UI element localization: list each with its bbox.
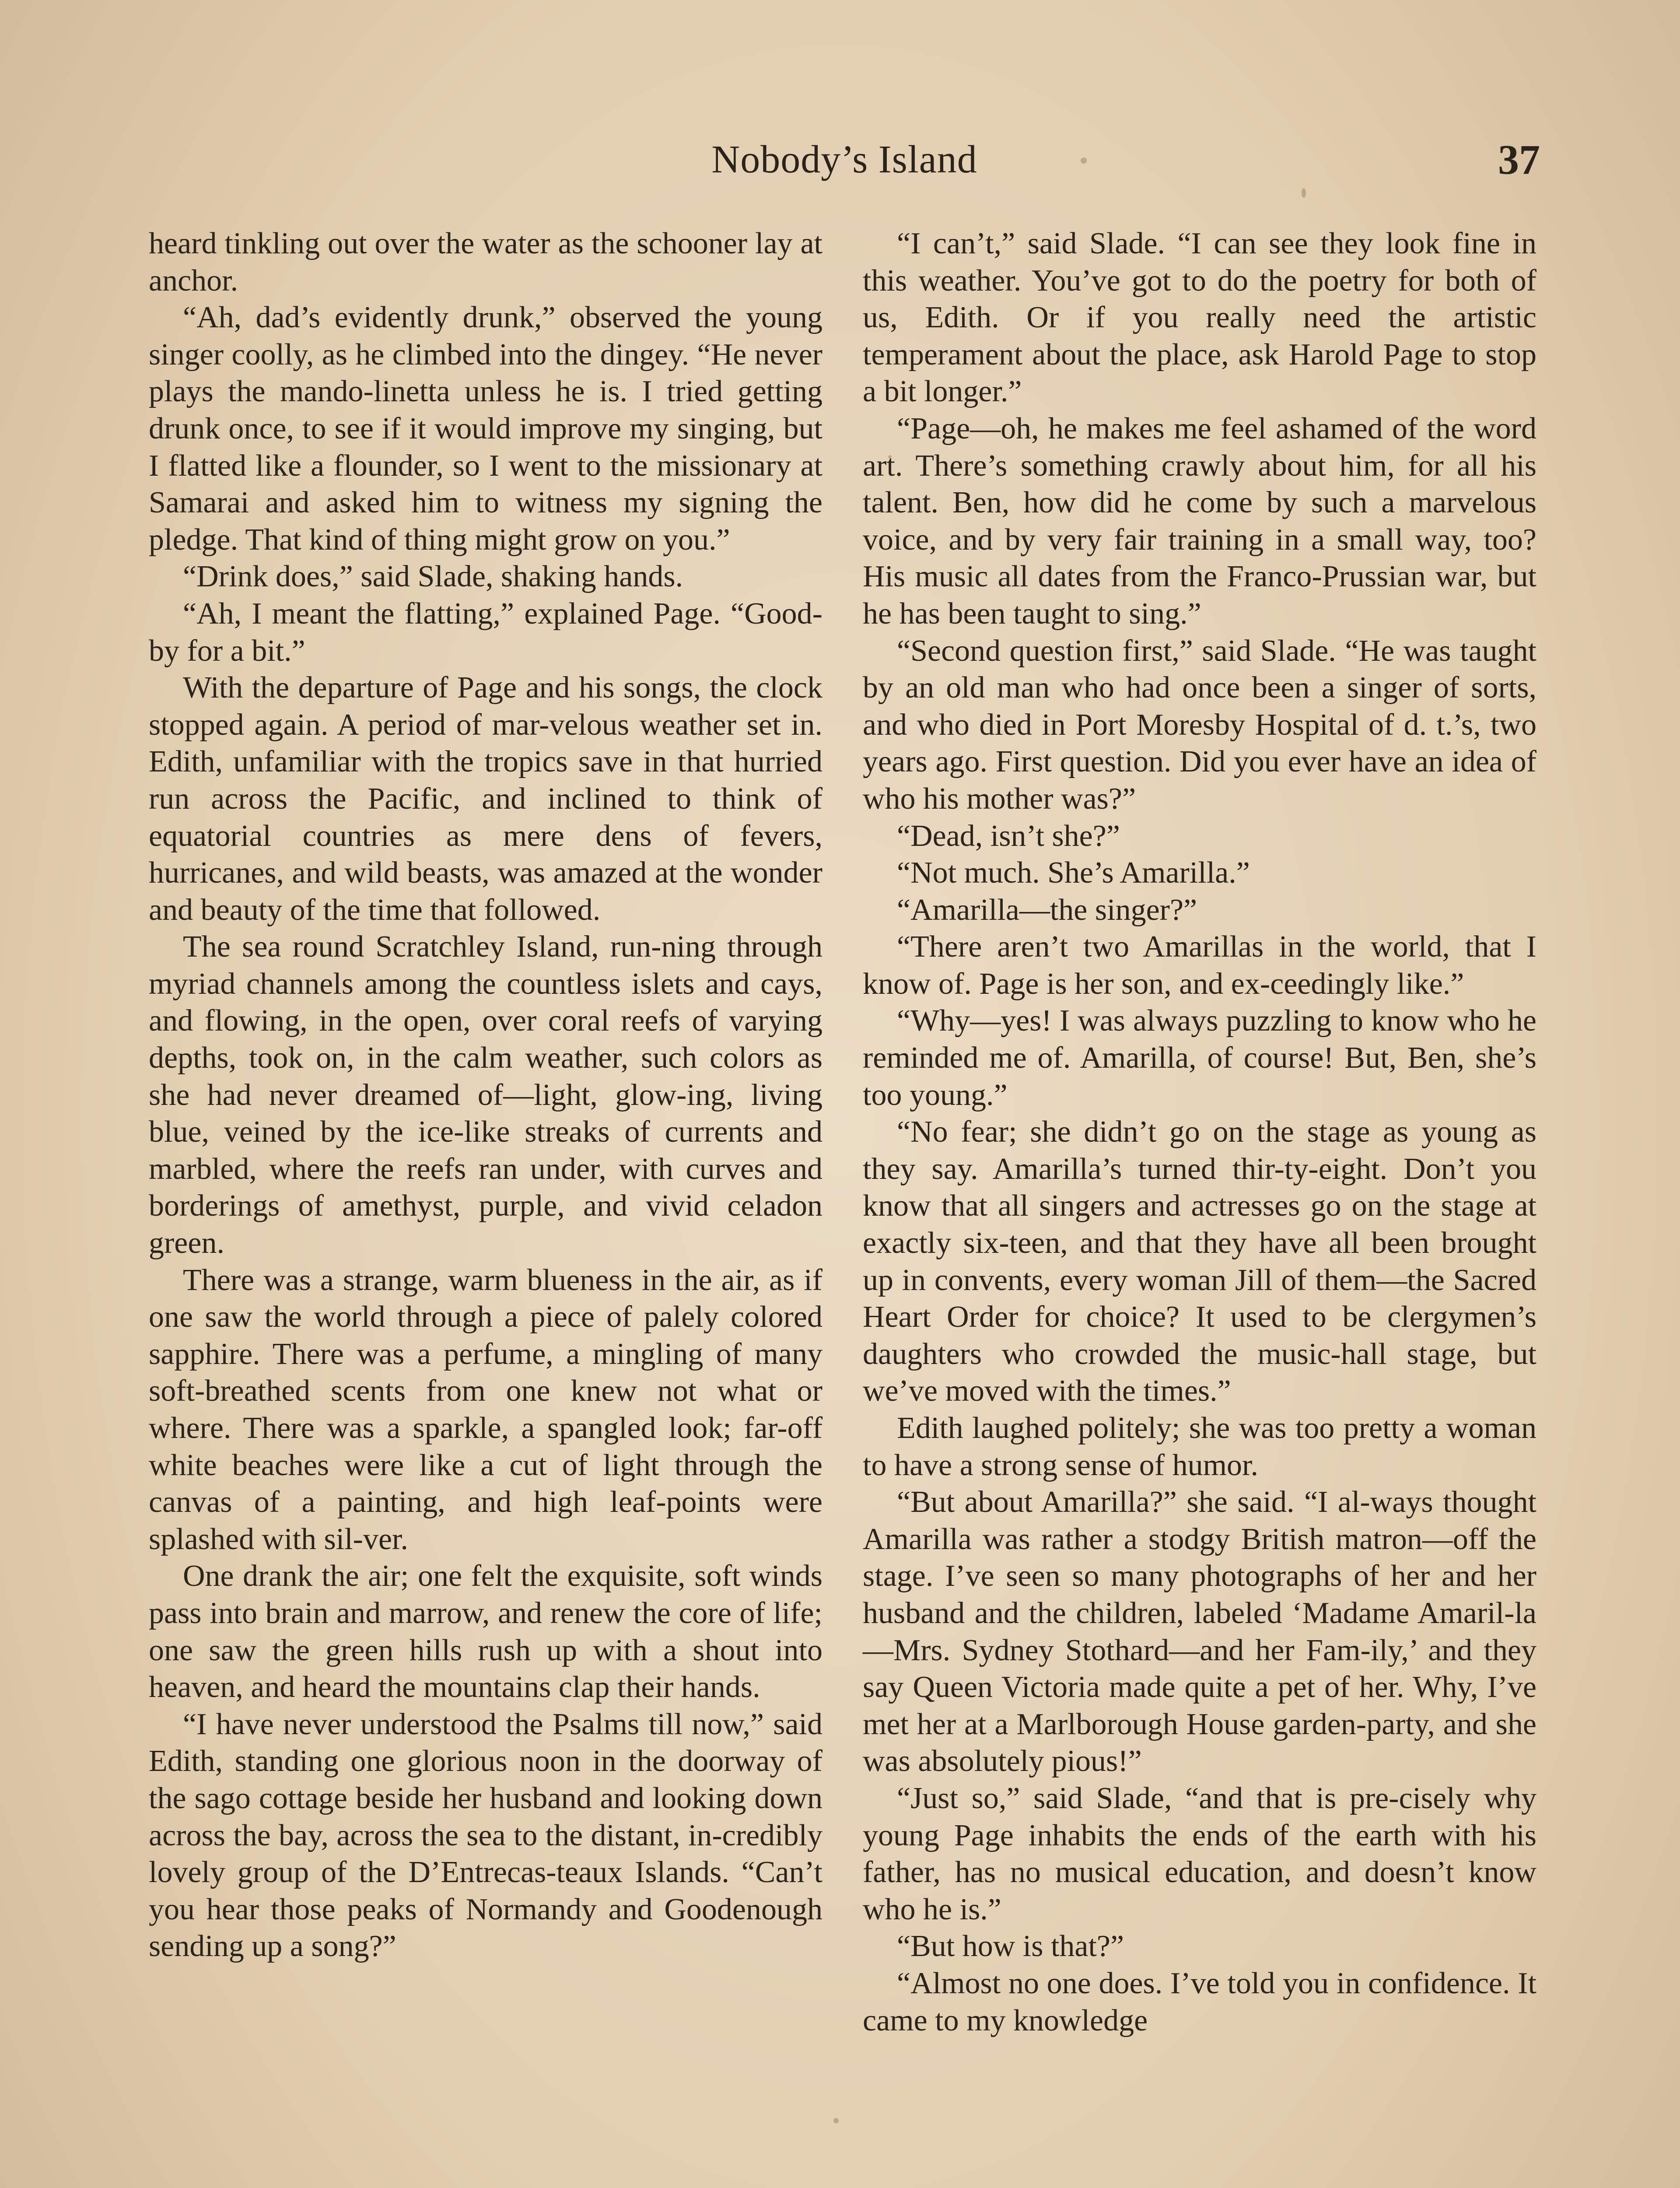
paragraph: “But how is that?” bbox=[897, 1929, 1124, 1964]
paragraph: “Dead, isn’t she?” bbox=[897, 819, 1120, 853]
paper-speck bbox=[833, 2118, 839, 2123]
paragraph: With the departure of Page and his songs, the clock stopped again. A period of mar-velous weather set in. Edith, unfamiliar with the tropics save in that hurried run across the Pacific, and inclined to think of equatorial countries as mere dens of fevers, hurricanes, and wild beasts, was amazed at the wonder and beauty of the time that followed. bbox=[149, 671, 822, 927]
paragraph: The sea round Scratchley Island, run-ning through myriad channels among the countless islets and cays, and flowing, in the open, over coral reefs of varying depths, took on, in the calm weather, such colors as she had never dreamed of—light, glow-ing, living blue, veined by the ice-like streaks of currents and marbled, where the reefs ran under, with curves and borderings of amethyst, purple, and vivid celadon green. bbox=[149, 930, 822, 1260]
paragraph: There was a strange, warm blueness in the air, as if one saw the world through a piece of palely colored sapphire. There was a perfume, a mingling of many soft-breathed scents from one knew not what or where. There was a sparkle, a spangled look; far-off white beaches were like a cut of light through the canvas of a painting, and high leaf-points were splashed with sil-ver. bbox=[149, 1263, 822, 1556]
paragraph: “There aren’t two Amarillas in the world, that I know of. Page is her son, and ex-ceedingly like.” bbox=[863, 930, 1536, 1001]
paragraph: “Page—oh, he makes me feel ashamed of the word art. There’s something crawly about him, for all his talent. Ben, how did he come by such a marvelous voice, and by very fair training in a small way, too? His music all dates from the Franco-Prussian war, but he has been taught to sing.” bbox=[863, 411, 1536, 631]
paragraph: “Amarilla—the singer?” bbox=[897, 893, 1197, 927]
paragraph: heard tinkling out over the water as the schooner lay at anchor. bbox=[149, 227, 822, 298]
paragraph: “Why—yes! I was always puzzling to know who he reminded me of. Amarilla, of course! But, Ben, she’s too young.” bbox=[863, 1004, 1536, 1112]
paragraph: “Almost no one does. I’ve told you in confidence. It came to my knowledge bbox=[863, 1966, 1536, 2037]
paragraph: “Second question first,” said Slade. “He was taught by an old man who had once been a singer of sorts, and who died in Port Moresby Hospital of d. t.’s, two years ago. First question. Did you ever have an idea of who his mother was?” bbox=[863, 634, 1536, 816]
running-title: Nobody’s Island bbox=[711, 138, 977, 181]
paragraph: “No fear; she didn’t go on the stage as young as they say. Amarilla’s turned thir-ty-eight. Don’t you know that all singers and actresses go on the stage at exactly six-teen, and that they have all been brought up in convents, every woman Jill of them—the Sacred Heart Order for choice? It used to be clergymen’s daughters who crowded the music-hall stage, but we’ve moved with the times.” bbox=[863, 1115, 1536, 1408]
paragraph: “Just so,” said Slade, “and that is pre-cisely why young Page inhabits the ends of the earth with his father, has no musical education, and doesn’t know who he is.” bbox=[863, 1781, 1536, 1926]
right-column bbox=[863, 225, 1536, 2039]
paragraph: “Ah, I meant the flatting,” explained Page. “Good-by for a bit.” bbox=[149, 596, 822, 668]
paragraph: “I have never understood the Psalms till now,” said Edith, standing one glorious noon in the doorway of the sago cottage beside her husband and looking down across the bay, across the sea to the distant, in-credibly lovely group of the D’Entrecas-teaux Islands. “Can’t you hear those peaks of Normandy and Goodenough sending up a song?” bbox=[149, 1707, 822, 1964]
paragraph: Edith laughed politely; she was too pretty a woman to have a strong sense of humor. bbox=[863, 1411, 1536, 1482]
paragraph: “I can’t,” said Slade. “I can see they look fine in this weather. You’ve got to do the poetry for both of us, Edith. Or if you really need the artistic temperament about the place, ask Harold Page to stop a bit longer.” bbox=[863, 227, 1536, 409]
paragraph: “Drink does,” said Slade, shaking hands. bbox=[183, 560, 683, 594]
page-header bbox=[149, 131, 1540, 197]
paragraph: One drank the air; one felt the exquisite, soft winds pass into brain and marrow, and renew the core of life; one saw the green hills rush up with a shout into heaven, and heard the mountains clap their hands. bbox=[149, 1559, 822, 1704]
paragraph: “Ah, dad’s evidently drunk,” observed the young singer coolly, as he climbed into the dingey. “He never plays the mando-linetta unless he is. I tried getting drunk once, to see if it would improve my singing, but I flatted like a flounder, so I went to the missionary at Samarai and asked him to witness my signing the pledge. That kind of thing might grow on you.” bbox=[149, 301, 822, 557]
page-number: 37 bbox=[1498, 136, 1540, 183]
paragraph: “Not much. She’s Amarilla.” bbox=[897, 856, 1250, 890]
left-column bbox=[149, 225, 822, 1965]
paragraph: “But about Amarilla?” she said. “I al-ways thought Amarilla was rather a stodgy British matron—off the stage. I’ve seen so many photographs of her and her husband and the children, labeled ‘Madame Amaril-la—Mrs. Sydney Stothard—and her Fam-ily,’ and they say Queen Victoria made quite a pet of her. Why, I’ve met her at a Marlborough House garden-party, and she was absolutely pious!” bbox=[863, 1485, 1536, 1778]
